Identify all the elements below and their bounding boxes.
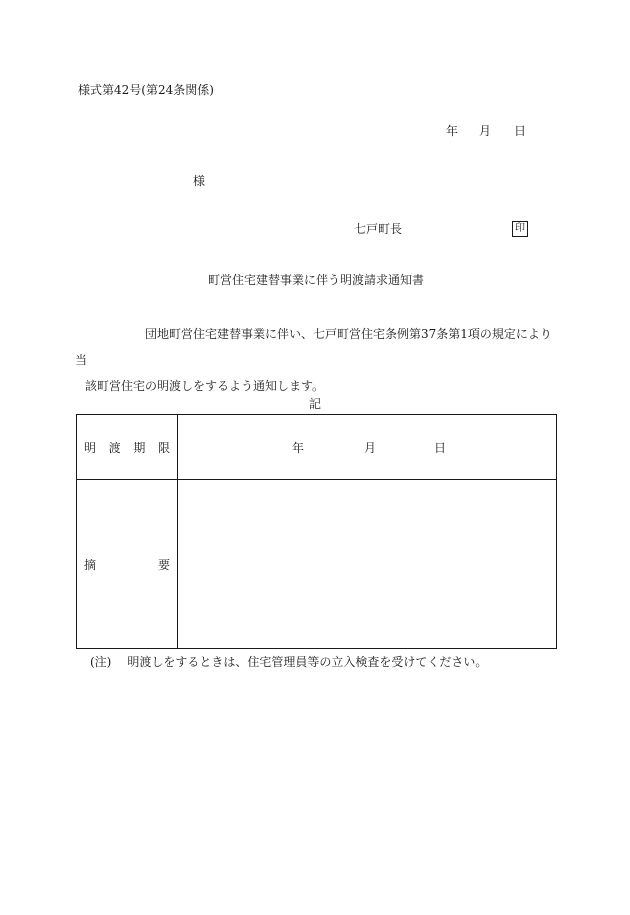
label-char: 期 bbox=[133, 440, 146, 455]
date-day-label: 日 bbox=[514, 124, 527, 138]
remarks-value[interactable] bbox=[178, 480, 557, 649]
label-char: 渡 bbox=[108, 440, 121, 455]
issuer-name: 七戸町長 bbox=[354, 222, 403, 236]
vacate-deadline-label bbox=[77, 415, 178, 480]
date-month-label: 月 bbox=[479, 124, 492, 138]
label-char: 明 bbox=[84, 440, 97, 455]
date-year-label: 年 bbox=[446, 124, 459, 138]
footnote-prefix: (注) bbox=[90, 655, 112, 669]
ki-heading: 記 bbox=[309, 397, 322, 411]
form-number: 様式第42号(第24条関係) bbox=[78, 83, 214, 97]
deadline-year-label: 年 bbox=[292, 440, 305, 455]
deadline-month-label: 月 bbox=[364, 440, 377, 455]
table-row bbox=[77, 415, 557, 480]
body-paragraph bbox=[75, 321, 561, 399]
label-char: 要 bbox=[157, 557, 170, 572]
body-line-2: 該町営住宅の明渡しをするよう通知します。 bbox=[85, 379, 325, 393]
footnote bbox=[90, 656, 487, 668]
label-char: 限 bbox=[157, 440, 170, 455]
label-char: 摘 bbox=[84, 557, 97, 572]
footnote-text: 明渡しをするときは、住宅管理員等の立入検査を受けてください。 bbox=[127, 655, 488, 669]
deadline-day-label: 日 bbox=[434, 440, 447, 455]
document-title: 町営住宅建替事業に伴う明渡請求通知書 bbox=[208, 273, 425, 287]
body-line-1: 団地町営住宅建替事業に伴い、七戸町営住宅条例第37条第1項の規定により当 bbox=[75, 327, 552, 367]
table-row bbox=[77, 480, 557, 649]
date-line bbox=[446, 125, 526, 137]
detail-table bbox=[76, 414, 557, 649]
vacate-deadline-value[interactable] bbox=[178, 415, 557, 480]
addressee-suffix: 様 bbox=[193, 174, 206, 188]
remarks-label bbox=[77, 480, 178, 649]
seal-mark: 印 bbox=[512, 221, 528, 237]
